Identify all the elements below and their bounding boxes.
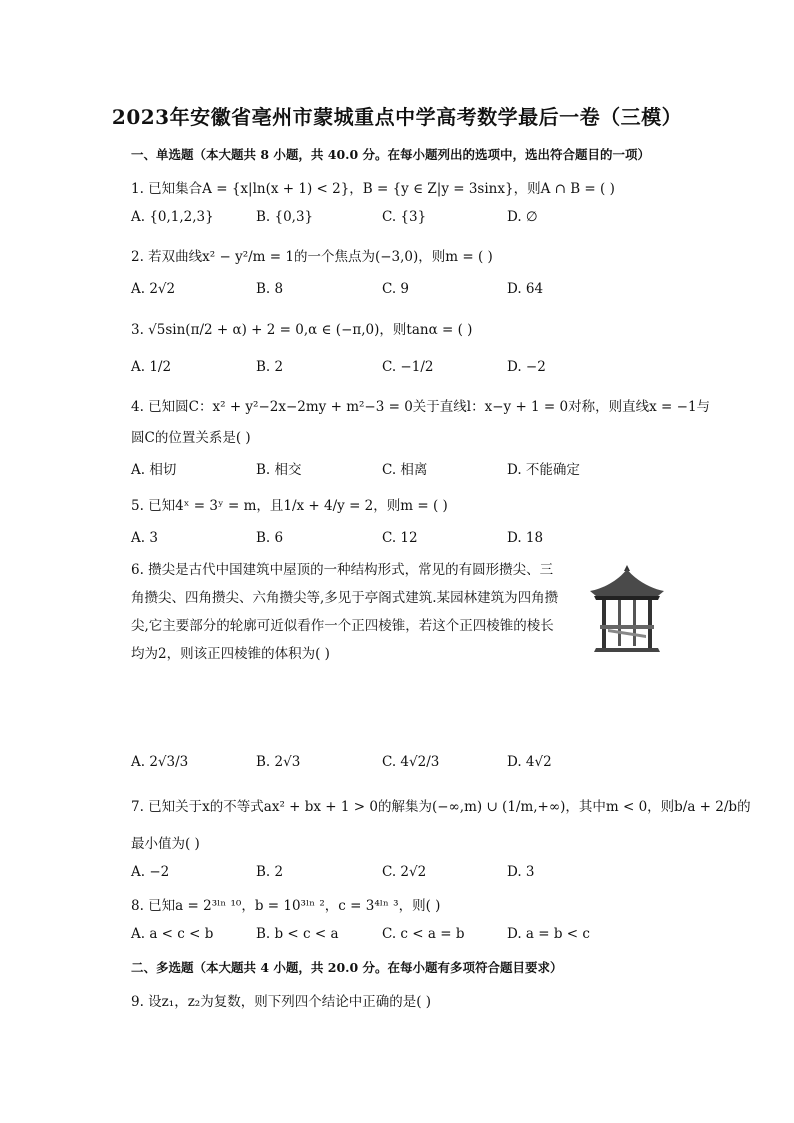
- q6-option-a: A. 2√3/3: [131, 754, 189, 770]
- question-6: 6. 攒尖是古代中国建筑中屋顶的一种结构形式，常见的有圆形攒尖、三角攒尖、四角攒尖、六角攒尖等,多见于亭阁式建筑.某园林建筑为四角攒尖,它主要部分的轮廓可近似看作一个正四棱锥，若这个正四棱锥的棱长均为2，则该正四棱锥的体积为( ): [131, 562, 559, 662]
- question-1: 1. 已知集合A = {x|ln(x + 1) < 2}，B = {y ∈ Z|y = 3sinx}，则A ∩ B = ( ): [131, 181, 615, 197]
- question-7: 7. 已知关于x的不等式ax² + bx + 1 > 0的解集为(−∞,m) ∪ (1/m,+∞)，其中m < 0，则b/a + 2/b的: [131, 799, 751, 815]
- pavilion-icon: [588, 563, 666, 653]
- question-2: 2. 若双曲线x² − y²/m = 1的一个焦点为(−3,0)，则m = ( ): [131, 249, 493, 265]
- q7-option-a: A. −2: [131, 864, 170, 880]
- q7-option-c: C. 2√2: [382, 864, 427, 880]
- q5-option-c: C. 12: [382, 530, 418, 546]
- q3-option-c: C. −1/2: [382, 359, 434, 375]
- question-9: 9. 设z₁，z₂为复数，则下列四个结论中正确的是( ): [131, 994, 432, 1010]
- question-5: 5. 已知4ˣ = 3ʸ = m，且1/x + 4/y = 2，则m = ( ): [131, 498, 448, 514]
- page-title: 2023年安徽省亳州市蒙城重点中学高考数学最后一卷（三模）: [111, 105, 683, 129]
- q5-option-b: B. 6: [256, 530, 284, 546]
- q3-option-a: A. 1/2: [131, 359, 172, 375]
- question-3: 3. √5sin(π/2 + α) + 2 = 0,α ∈ (−π,0)，则tanα = ( ): [131, 322, 473, 338]
- q2-option-d: D. 64: [507, 281, 544, 297]
- q8-option-a: A. a < c < b: [131, 926, 214, 942]
- section-heading-single-choice: 一、单选题（本大题共 8 小题，共 40.0 分。在每小题列出的选项中，选出符合题目的一项）: [131, 147, 651, 162]
- q5-option-d: D. 18: [507, 530, 544, 546]
- q2-option-a: A. 2√2: [131, 281, 176, 297]
- q5-option-a: A. 3: [131, 530, 158, 546]
- q8-option-c: C. c < a = b: [382, 926, 465, 942]
- q7-option-d: D. 3: [507, 864, 535, 880]
- q1-option-b: B. {0,3}: [256, 209, 314, 225]
- q2-option-c: C. 9: [382, 281, 410, 297]
- q1-option-d: D. ∅: [507, 209, 538, 225]
- section-heading-multiple-choice: 二、多选题（本大题共 4 小题，共 20.0 分。在每小题有多项符合题目要求）: [131, 960, 563, 975]
- question-7-continued: 最小值为( ): [131, 836, 200, 852]
- question-4-continued: 圆C的位置关系是( ): [131, 430, 251, 446]
- q4-option-b: B. 相交: [256, 462, 302, 478]
- q4-option-a: A. 相切: [131, 462, 177, 478]
- q2-option-b: B. 8: [256, 281, 284, 297]
- q6-option-c: C. 4√2/3: [382, 754, 440, 770]
- question-4: 4. 已知圆C：x² + y²−2x−2my + m²−3 = 0关于直线l：x−y + 1 = 0对称，则直线x = −1与: [131, 399, 711, 415]
- q8-option-b: B. b < c < a: [256, 926, 339, 942]
- q3-option-d: D. −2: [507, 359, 546, 375]
- q6-option-d: D. 4√2: [507, 754, 552, 770]
- q4-option-d: D. 不能确定: [507, 462, 580, 478]
- q7-option-b: B. 2: [256, 864, 284, 880]
- q1-option-c: C. {3}: [382, 209, 427, 225]
- q3-option-b: B. 2: [256, 359, 284, 375]
- question-8: 8. 已知a = 2³ˡⁿ ¹⁰，b = 10³ˡⁿ ²，c = 3⁴ˡⁿ ³，则( ): [131, 898, 441, 914]
- q1-option-a: A. {0,1,2,3}: [131, 209, 214, 225]
- q8-option-d: D. a = b < c: [507, 926, 590, 942]
- q4-option-c: C. 相离: [382, 462, 428, 478]
- q6-option-b: B. 2√3: [256, 754, 301, 770]
